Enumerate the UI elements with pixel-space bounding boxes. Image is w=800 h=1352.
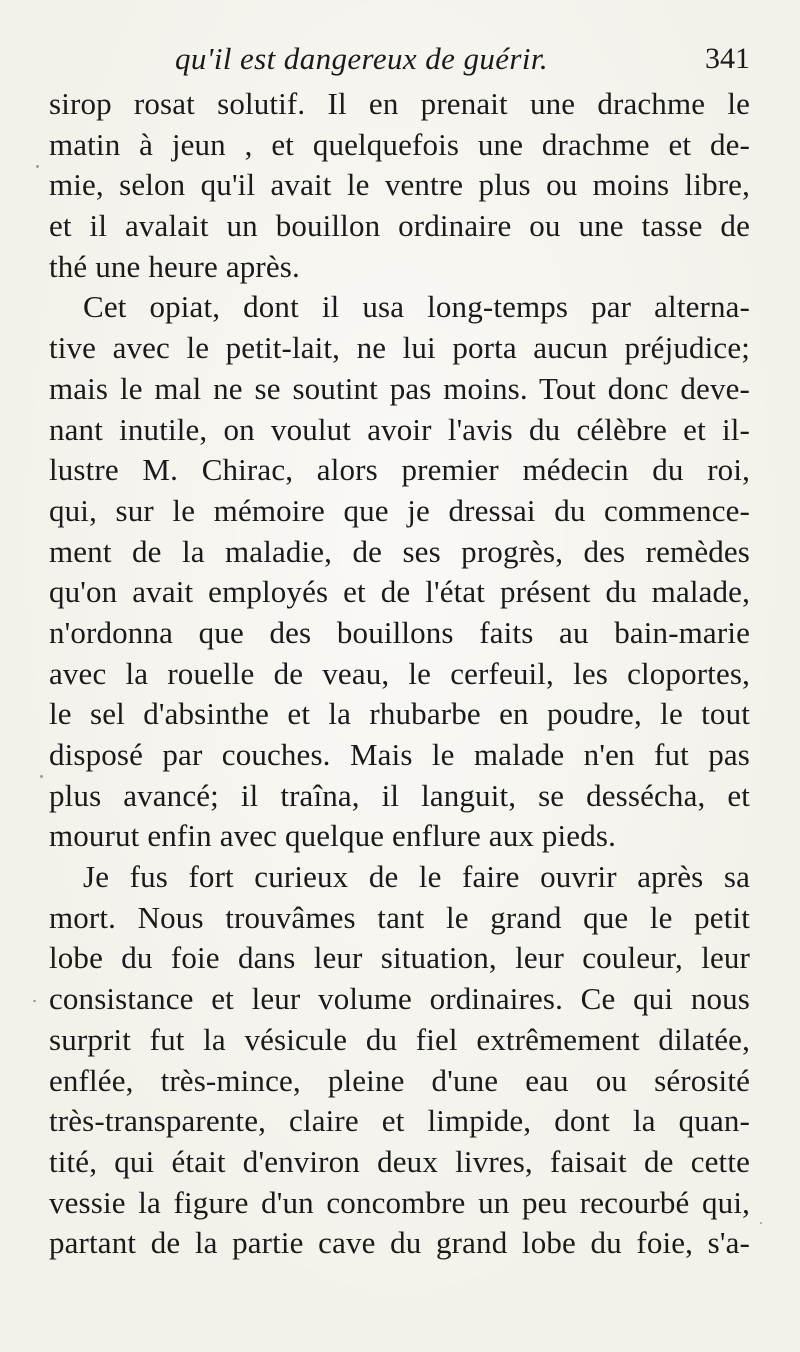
text-line: qu'on avait employés et de l'état présent du malade, [49,574,750,610]
text-line: matin à jeun , et quelquefois une drachme et de- [49,126,750,162]
text-line: Cet opiat, dont il usa long-temps par alterna- [83,289,750,325]
text-line: lobe du foie dans leur situation, leur couleur, leur [49,940,750,976]
text-line: plus avancé; il traîna, il languit, se dessécha, et [49,777,750,813]
ink-speck [33,1000,36,1002]
text-line: avec la rouelle de veau, le cerfeuil, les cloportes, [49,655,750,691]
text-line: mie, selon qu'il avait le ventre plus ou moins libre, [49,167,750,203]
page-number: 341 [705,42,750,75]
ink-speck [36,165,39,168]
text-line: sirop rosat solutif. Il en prenait une drachme le [49,86,750,121]
text-line: mort. Nous trouvâmes tant le grand que le petit [49,899,750,935]
page-header [175,34,750,84]
text-line: tive avec le petit-lait, ne lui porta aucun préjudice; [49,330,750,366]
running-head: qu'il est dangereux de guérir. [175,41,549,76]
text-line: qui, sur le mémoire que je dressai du commence- [49,492,750,528]
text-line: disposé par couches. Mais le malade n'en fut pas [49,737,750,772]
text-line: mourut enfin avec quelque enflure aux pieds. [49,818,616,854]
text-line: nant inutile, on voulut avoir l'avis du célèbre et il- [49,411,750,447]
text-line: tité, qui était d'environ deux livres, faisait de cette [49,1143,750,1179]
text-line: consistance et leur volume ordinaires. Ce qui nous [49,981,750,1017]
ink-speck [760,1222,762,1224]
text-line: lustre M. Chirac, alors premier médecin du roi, [49,452,750,488]
text-line: très-transparente, claire et limpide, dont la quan- [49,1103,750,1139]
text-line: n'ordonna que des bouillons faits au bain-marie [49,614,750,650]
text-line: mais le mal ne se soutint pas moins. Tout donc deve- [49,370,750,406]
body-text [49,84,750,1264]
text-line: le sel d'absinthe et la rhubarbe en poudre, le tout [49,696,750,732]
text-line: partant de la partie cave du grand lobe du foie, s'a- [49,1225,750,1261]
text-line: ment de la maladie, de ses progrès, des remèdes [49,533,750,569]
text-line: Je fus fort curieux de le faire ouvrir après sa [83,859,750,895]
text-line: enflée, très-mince, pleine d'une eau ou sérosité [49,1062,750,1098]
ink-speck [40,775,43,778]
text-line: vessie la figure d'un concombre un peu recourbé qui, [49,1184,750,1220]
text-line: thé une heure après. [49,248,300,284]
text-line: surprit fut la vésicule du fiel extrêmement dilatée, [49,1021,750,1057]
text-line: et il avalait un bouillon ordinaire ou une tasse de [49,208,750,244]
